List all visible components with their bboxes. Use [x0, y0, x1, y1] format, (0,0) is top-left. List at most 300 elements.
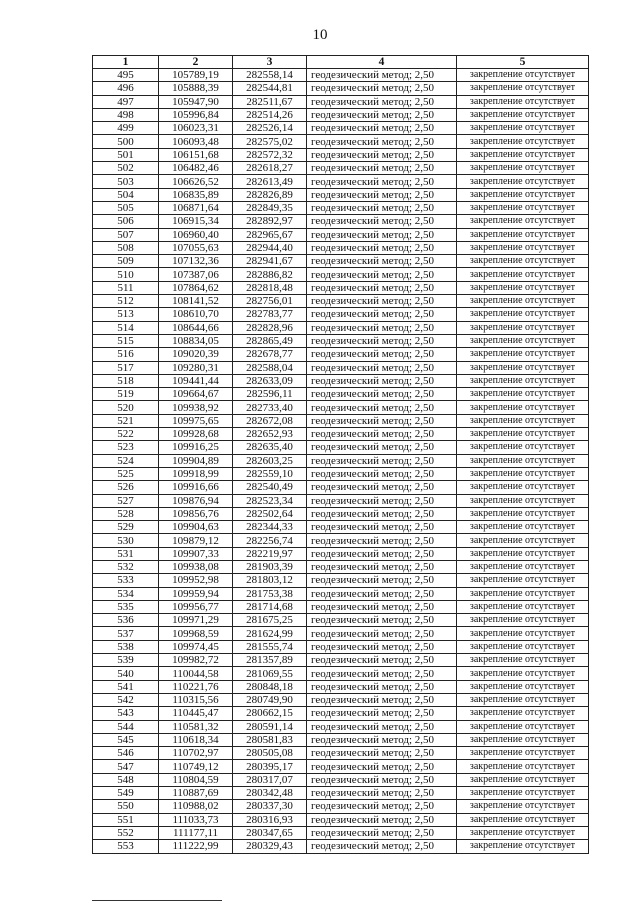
point-number-cell: 541 [93, 680, 159, 693]
point-number-cell: 519 [93, 388, 159, 401]
table-header-row [93, 56, 589, 69]
x-coordinate-cell: 107864,62 [159, 281, 233, 294]
y-coordinate-cell: 282572,32 [233, 148, 307, 161]
y-coordinate-cell: 280337,30 [233, 800, 307, 813]
x-coordinate-cell: 110804,59 [159, 773, 233, 786]
table-row [93, 374, 589, 387]
method-cell: геодезический метод; 2,50 [307, 321, 457, 334]
fixing-cell: закрепление отсутствует [457, 534, 589, 547]
method-cell: геодезический метод; 2,50 [307, 773, 457, 786]
fixing-cell: закрепление отсутствует [457, 188, 589, 201]
fixing-cell: закрепление отсутствует [457, 122, 589, 135]
table-row [93, 295, 589, 308]
method-cell: геодезический метод; 2,50 [307, 215, 457, 228]
fixing-cell: закрепление отсутствует [457, 428, 589, 441]
point-number-cell: 503 [93, 175, 159, 188]
fixing-cell: закрепление отсутствует [457, 414, 589, 427]
method-cell: геодезический метод; 2,50 [307, 787, 457, 800]
method-cell: геодезический метод; 2,50 [307, 840, 457, 853]
fixing-cell: закрепление отсутствует [457, 148, 589, 161]
table-row [93, 334, 589, 347]
x-coordinate-cell: 109982,72 [159, 654, 233, 667]
point-number-cell: 540 [93, 667, 159, 680]
method-cell: геодезический метод; 2,50 [307, 228, 457, 241]
fixing-cell: закрепление отсутствует [457, 228, 589, 241]
page-number: 10 [312, 27, 328, 43]
point-number-cell: 509 [93, 255, 159, 268]
y-coordinate-cell: 282828,96 [233, 321, 307, 334]
fixing-cell: закрепление отсутствует [457, 707, 589, 720]
table-row [93, 720, 589, 733]
method-cell: геодезический метод; 2,50 [307, 188, 457, 201]
x-coordinate-cell: 108610,70 [159, 308, 233, 321]
point-number-cell: 497 [93, 95, 159, 108]
fixing-cell: закрепление отсутствует [457, 108, 589, 121]
fixing-cell: закрепление отсутствует [457, 720, 589, 733]
method-cell: геодезический метод; 2,50 [307, 241, 457, 254]
point-number-cell: 534 [93, 587, 159, 600]
x-coordinate-cell: 105789,19 [159, 69, 233, 82]
point-number-cell: 496 [93, 82, 159, 95]
x-coordinate-cell: 109918,99 [159, 467, 233, 480]
fixing-cell: закрепление отсутствует [457, 95, 589, 108]
point-number-cell: 524 [93, 454, 159, 467]
point-number-cell: 495 [93, 69, 159, 82]
y-coordinate-cell: 282783,77 [233, 308, 307, 321]
y-coordinate-cell: 280505,08 [233, 747, 307, 760]
x-coordinate-cell: 109664,67 [159, 388, 233, 401]
fixing-cell: закрепление отсутствует [457, 255, 589, 268]
table-row [93, 627, 589, 640]
table-row [93, 667, 589, 680]
x-coordinate-cell: 109938,08 [159, 560, 233, 573]
table-row [93, 800, 589, 813]
method-cell: геодезический метод; 2,50 [307, 201, 457, 214]
fixing-cell: закрепление отсутствует [457, 494, 589, 507]
y-coordinate-cell: 282886,82 [233, 268, 307, 281]
point-number-cell: 544 [93, 720, 159, 733]
method-cell: геодезический метод; 2,50 [307, 255, 457, 268]
point-number-cell: 515 [93, 334, 159, 347]
fixing-cell: закрепление отсутствует [457, 693, 589, 706]
fixing-cell: закрепление отсутствует [457, 787, 589, 800]
coordinates-table [92, 55, 589, 854]
table-row [93, 135, 589, 148]
column-header: 2 [159, 56, 233, 69]
point-number-cell: 502 [93, 162, 159, 175]
table-row [93, 388, 589, 401]
x-coordinate-cell: 109928,68 [159, 428, 233, 441]
fixing-cell: закрепление отсутствует [457, 521, 589, 534]
point-number-cell: 513 [93, 308, 159, 321]
method-cell: геодезический метод; 2,50 [307, 334, 457, 347]
x-coordinate-cell: 109968,59 [159, 627, 233, 640]
method-cell: геодезический метод; 2,50 [307, 693, 457, 706]
method-cell: геодезический метод; 2,50 [307, 547, 457, 560]
method-cell: геодезический метод; 2,50 [307, 667, 457, 680]
x-coordinate-cell: 110221,76 [159, 680, 233, 693]
y-coordinate-cell: 282514,26 [233, 108, 307, 121]
x-coordinate-cell: 107055,63 [159, 241, 233, 254]
fixing-cell: закрепление отсутствует [457, 747, 589, 760]
x-coordinate-cell: 110887,69 [159, 787, 233, 800]
method-cell: геодезический метод; 2,50 [307, 467, 457, 480]
point-number-cell: 531 [93, 547, 159, 560]
point-number-cell: 520 [93, 401, 159, 414]
x-coordinate-cell: 106960,40 [159, 228, 233, 241]
point-number-cell: 546 [93, 747, 159, 760]
fixing-cell: закрепление отсутствует [457, 640, 589, 653]
table-row [93, 148, 589, 161]
point-number-cell: 498 [93, 108, 159, 121]
table-row [93, 813, 589, 826]
fixing-cell: закрепление отсутствует [457, 507, 589, 520]
table-row [93, 747, 589, 760]
fixing-cell: закрепление отсутствует [457, 201, 589, 214]
x-coordinate-cell: 106915,34 [159, 215, 233, 228]
fixing-cell: закрепление отсутствует [457, 680, 589, 693]
point-number-cell: 500 [93, 135, 159, 148]
y-coordinate-cell: 282826,89 [233, 188, 307, 201]
table-row [93, 108, 589, 121]
table-row [93, 255, 589, 268]
fixing-cell: закрепление отсутствует [457, 281, 589, 294]
method-cell: геодезический метод; 2,50 [307, 69, 457, 82]
y-coordinate-cell: 282558,14 [233, 69, 307, 82]
point-number-cell: 533 [93, 574, 159, 587]
table-row [93, 614, 589, 627]
method-cell: геодезический метод; 2,50 [307, 720, 457, 733]
table-row [93, 69, 589, 82]
x-coordinate-cell: 108141,52 [159, 295, 233, 308]
x-coordinate-cell: 109975,65 [159, 414, 233, 427]
fixing-cell: закрепление отсутствует [457, 733, 589, 746]
x-coordinate-cell: 109971,29 [159, 614, 233, 627]
table-row [93, 773, 589, 786]
y-coordinate-cell: 282523,34 [233, 494, 307, 507]
point-number-cell: 510 [93, 268, 159, 281]
y-coordinate-cell: 280317,07 [233, 773, 307, 786]
table-row [93, 414, 589, 427]
x-coordinate-cell: 110749,12 [159, 760, 233, 773]
point-number-cell: 501 [93, 148, 159, 161]
point-number-cell: 525 [93, 467, 159, 480]
method-cell: геодезический метод; 2,50 [307, 428, 457, 441]
fixing-cell: закрепление отсутствует [457, 401, 589, 414]
y-coordinate-cell: 281069,55 [233, 667, 307, 680]
table-row [93, 467, 589, 480]
method-cell: геодезический метод; 2,50 [307, 800, 457, 813]
x-coordinate-cell: 109020,39 [159, 348, 233, 361]
fixing-cell: закрепление отсутствует [457, 69, 589, 82]
method-cell: геодезический метод; 2,50 [307, 441, 457, 454]
y-coordinate-cell: 280848,18 [233, 680, 307, 693]
point-number-cell: 526 [93, 481, 159, 494]
x-coordinate-cell: 109441,44 [159, 374, 233, 387]
table-row [93, 787, 589, 800]
x-coordinate-cell: 110618,34 [159, 733, 233, 746]
method-cell: геодезический метод; 2,50 [307, 760, 457, 773]
fixing-cell: закрепление отсутствует [457, 441, 589, 454]
point-number-cell: 543 [93, 707, 159, 720]
method-cell: геодезический метод; 2,50 [307, 481, 457, 494]
x-coordinate-cell: 106093,48 [159, 135, 233, 148]
method-cell: геодезический метод; 2,50 [307, 175, 457, 188]
table-row [93, 428, 589, 441]
point-number-cell: 538 [93, 640, 159, 653]
x-coordinate-cell: 105888,39 [159, 82, 233, 95]
y-coordinate-cell: 282818,48 [233, 281, 307, 294]
table-row [93, 361, 589, 374]
table-row [93, 321, 589, 334]
x-coordinate-cell: 105996,84 [159, 108, 233, 121]
point-number-cell: 547 [93, 760, 159, 773]
point-number-cell: 518 [93, 374, 159, 387]
y-coordinate-cell: 281555,74 [233, 640, 307, 653]
point-number-cell: 528 [93, 507, 159, 520]
table-row [93, 281, 589, 294]
table-row [93, 826, 589, 839]
method-cell: геодезический метод; 2,50 [307, 600, 457, 613]
table-row [93, 201, 589, 214]
x-coordinate-cell: 110445,47 [159, 707, 233, 720]
y-coordinate-cell: 282511,67 [233, 95, 307, 108]
method-cell: геодезический метод; 2,50 [307, 654, 457, 667]
x-coordinate-cell: 109904,63 [159, 521, 233, 534]
point-number-cell: 539 [93, 654, 159, 667]
table-row [93, 175, 589, 188]
y-coordinate-cell: 282672,08 [233, 414, 307, 427]
fixing-cell: закрепление отсутствует [457, 374, 589, 387]
x-coordinate-cell: 110315,56 [159, 693, 233, 706]
table-row [93, 560, 589, 573]
y-coordinate-cell: 281753,38 [233, 587, 307, 600]
point-number-cell: 521 [93, 414, 159, 427]
method-cell: геодезический метод; 2,50 [307, 574, 457, 587]
point-number-cell: 514 [93, 321, 159, 334]
table-row [93, 587, 589, 600]
fixing-cell: закрепление отсутствует [457, 268, 589, 281]
y-coordinate-cell: 281714,68 [233, 600, 307, 613]
fixing-cell: закрепление отсутствует [457, 654, 589, 667]
table-row [93, 534, 589, 547]
x-coordinate-cell: 109952,98 [159, 574, 233, 587]
x-coordinate-cell: 109907,33 [159, 547, 233, 560]
method-cell: геодезический метод; 2,50 [307, 122, 457, 135]
point-number-cell: 548 [93, 773, 159, 786]
x-coordinate-cell: 109938,92 [159, 401, 233, 414]
point-number-cell: 506 [93, 215, 159, 228]
y-coordinate-cell: 282540,49 [233, 481, 307, 494]
method-cell: геодезический метод; 2,50 [307, 162, 457, 175]
point-number-cell: 529 [93, 521, 159, 534]
x-coordinate-cell: 109280,31 [159, 361, 233, 374]
fixing-cell: закрепление отсутствует [457, 162, 589, 175]
x-coordinate-cell: 106871,64 [159, 201, 233, 214]
table-row [93, 654, 589, 667]
y-coordinate-cell: 281803,12 [233, 574, 307, 587]
x-coordinate-cell: 110581,32 [159, 720, 233, 733]
point-number-cell: 542 [93, 693, 159, 706]
y-coordinate-cell: 280581,83 [233, 733, 307, 746]
x-coordinate-cell: 106023,31 [159, 122, 233, 135]
y-coordinate-cell: 282849,35 [233, 201, 307, 214]
table-row [93, 707, 589, 720]
table-row [93, 454, 589, 467]
table-row [93, 122, 589, 135]
x-coordinate-cell: 110044,58 [159, 667, 233, 680]
point-number-cell: 516 [93, 348, 159, 361]
fixing-cell: закрепление отсутствует [457, 361, 589, 374]
fixing-cell: закрепление отсутствует [457, 600, 589, 613]
column-header: 4 [307, 56, 457, 69]
method-cell: геодезический метод; 2,50 [307, 361, 457, 374]
table-body [93, 69, 589, 854]
y-coordinate-cell: 281357,89 [233, 654, 307, 667]
point-number-cell: 551 [93, 813, 159, 826]
method-cell: геодезический метод; 2,50 [307, 521, 457, 534]
point-number-cell: 507 [93, 228, 159, 241]
method-cell: геодезический метод; 2,50 [307, 560, 457, 573]
point-number-cell: 512 [93, 295, 159, 308]
point-number-cell: 552 [93, 826, 159, 839]
table-row [93, 574, 589, 587]
y-coordinate-cell: 282941,67 [233, 255, 307, 268]
method-cell: геодезический метод; 2,50 [307, 388, 457, 401]
y-coordinate-cell: 282633,09 [233, 374, 307, 387]
fixing-cell: закрепление отсутствует [457, 773, 589, 786]
method-cell: геодезический метод; 2,50 [307, 614, 457, 627]
y-coordinate-cell: 280347,65 [233, 826, 307, 839]
fixing-cell: закрепление отсутствует [457, 215, 589, 228]
y-coordinate-cell: 282526,14 [233, 122, 307, 135]
point-number-cell: 522 [93, 428, 159, 441]
point-number-cell: 553 [93, 840, 159, 853]
x-coordinate-cell: 108644,66 [159, 321, 233, 334]
method-cell: геодезический метод; 2,50 [307, 95, 457, 108]
method-cell: геодезический метод; 2,50 [307, 494, 457, 507]
x-coordinate-cell: 105947,90 [159, 95, 233, 108]
y-coordinate-cell: 282219,97 [233, 547, 307, 560]
x-coordinate-cell: 108834,05 [159, 334, 233, 347]
y-coordinate-cell: 280342,48 [233, 787, 307, 800]
table-row [93, 840, 589, 853]
y-coordinate-cell: 282256,74 [233, 534, 307, 547]
method-cell: геодезический метод; 2,50 [307, 747, 457, 760]
y-coordinate-cell: 280662,15 [233, 707, 307, 720]
y-coordinate-cell: 282965,67 [233, 228, 307, 241]
y-coordinate-cell: 280395,17 [233, 760, 307, 773]
y-coordinate-cell: 280329,43 [233, 840, 307, 853]
method-cell: геодезический метод; 2,50 [307, 454, 457, 467]
fixing-cell: закрепление отсутствует [457, 454, 589, 467]
fixing-cell: закрепление отсутствует [457, 760, 589, 773]
x-coordinate-cell: 106482,46 [159, 162, 233, 175]
y-coordinate-cell: 282678,77 [233, 348, 307, 361]
method-cell: геодезический метод; 2,50 [307, 587, 457, 600]
table-row [93, 521, 589, 534]
y-coordinate-cell: 282596,11 [233, 388, 307, 401]
table-row [93, 680, 589, 693]
fixing-cell: закрепление отсутствует [457, 295, 589, 308]
x-coordinate-cell: 109956,77 [159, 600, 233, 613]
method-cell: геодезический метод; 2,50 [307, 268, 457, 281]
method-cell: геодезический метод; 2,50 [307, 374, 457, 387]
point-number-cell: 499 [93, 122, 159, 135]
table-row [93, 481, 589, 494]
method-cell: геодезический метод; 2,50 [307, 680, 457, 693]
fixing-cell: закрепление отсутствует [457, 813, 589, 826]
y-coordinate-cell: 281624,99 [233, 627, 307, 640]
method-cell: геодезический метод; 2,50 [307, 401, 457, 414]
fixing-cell: закрепление отсутствует [457, 840, 589, 853]
y-coordinate-cell: 282635,40 [233, 441, 307, 454]
x-coordinate-cell: 109974,45 [159, 640, 233, 653]
table-row [93, 95, 589, 108]
method-cell: геодезический метод; 2,50 [307, 707, 457, 720]
method-cell: геодезический метод; 2,50 [307, 148, 457, 161]
method-cell: геодезический метод; 2,50 [307, 348, 457, 361]
x-coordinate-cell: 106835,89 [159, 188, 233, 201]
y-coordinate-cell: 281903,39 [233, 560, 307, 573]
table-row [93, 547, 589, 560]
y-coordinate-cell: 282588,04 [233, 361, 307, 374]
y-coordinate-cell: 280591,14 [233, 720, 307, 733]
point-number-cell: 505 [93, 201, 159, 214]
table-row [93, 494, 589, 507]
y-coordinate-cell: 282603,25 [233, 454, 307, 467]
method-cell: геодезический метод; 2,50 [307, 108, 457, 121]
x-coordinate-cell: 109916,25 [159, 441, 233, 454]
table-row [93, 215, 589, 228]
y-coordinate-cell: 282944,40 [233, 241, 307, 254]
table-row [93, 760, 589, 773]
y-coordinate-cell: 282733,40 [233, 401, 307, 414]
x-coordinate-cell: 109959,94 [159, 587, 233, 600]
column-header: 3 [233, 56, 307, 69]
table-row [93, 268, 589, 281]
fixing-cell: закрепление отсутствует [457, 587, 589, 600]
fixing-cell: закрепление отсутствует [457, 175, 589, 188]
footnote-divider [92, 900, 222, 901]
table-row [93, 188, 589, 201]
table-row [93, 441, 589, 454]
method-cell: геодезический метод; 2,50 [307, 281, 457, 294]
table-row [93, 228, 589, 241]
fixing-cell: закрепление отсутствует [457, 800, 589, 813]
fixing-cell: закрепление отсутствует [457, 348, 589, 361]
x-coordinate-cell: 109876,94 [159, 494, 233, 507]
table-row [93, 600, 589, 613]
y-coordinate-cell: 282865,49 [233, 334, 307, 347]
method-cell: геодезический метод; 2,50 [307, 82, 457, 95]
fixing-cell: закрепление отсутствует [457, 321, 589, 334]
x-coordinate-cell: 106626,52 [159, 175, 233, 188]
table-row [93, 693, 589, 706]
y-coordinate-cell: 281675,25 [233, 614, 307, 627]
y-coordinate-cell: 280749,90 [233, 693, 307, 706]
y-coordinate-cell: 282575,02 [233, 135, 307, 148]
table-row [93, 640, 589, 653]
method-cell: геодезический метод; 2,50 [307, 534, 457, 547]
y-coordinate-cell: 282892,97 [233, 215, 307, 228]
x-coordinate-cell: 111177,11 [159, 826, 233, 839]
x-coordinate-cell: 109904,89 [159, 454, 233, 467]
fixing-cell: закрепление отсутствует [457, 614, 589, 627]
method-cell: геодезический метод; 2,50 [307, 308, 457, 321]
method-cell: геодезический метод; 2,50 [307, 826, 457, 839]
point-number-cell: 508 [93, 241, 159, 254]
